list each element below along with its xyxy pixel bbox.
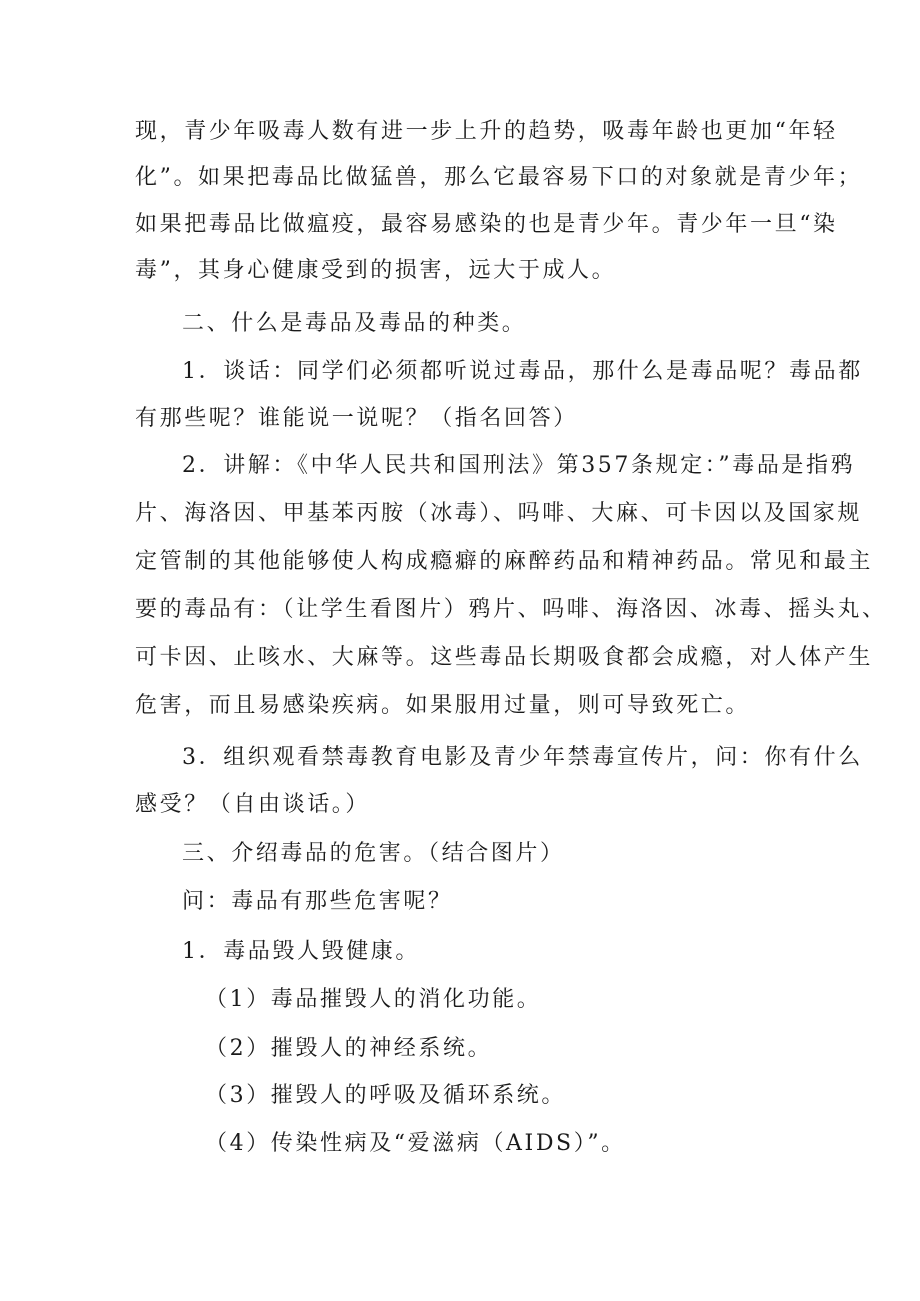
paragraph-line: 3．组织观看禁毒教育电影及青少年禁毒宣传片，问：你有什么 (182, 745, 863, 770)
list-item: （3）摧毁人的呼吸及循环系统。 (205, 1083, 566, 1108)
paragraph-line: 感受？（自由谈话。） (135, 792, 371, 817)
paragraph-line: 化”。如果把毒品比做猛兽，那么它最容易下口的对象就是青少年； (135, 165, 863, 190)
paragraph-line: 现，青少年吸毒人数有进一步上升的趋势，吸毒年龄也更加“年轻 (135, 119, 838, 144)
list-item: 1．毒品毁人毁健康。 (182, 939, 420, 964)
paragraph-line: 片、海洛因、甲基苯丙胺（冰毒）、吗啡、大麻、可卡因以及国家规 (135, 501, 863, 526)
paragraph-line: 如果把毒品比做瘟疫，最容易感染的也是青少年。青少年一旦“染 (135, 212, 838, 237)
paragraph-line: 要的毒品有：（让学生看图片）鸦片、吗啡、海洛因、冰毒、摇头丸、 (135, 597, 887, 622)
list-item: （2）摧毁人的神经系统。 (205, 1036, 493, 1061)
list-item: （4）传染性病及“爱滋病（AIDS）”。 (205, 1131, 626, 1156)
paragraph-line: 定管制的其他能够使人构成瘾癖的麻醉药品和精神药品。常见和最主 (135, 549, 874, 574)
section-heading: 三、介绍毒品的危害。（结合图片） (182, 841, 565, 866)
paragraph-line: 毒”，其身心健康受到的损害，远大于成人。 (135, 258, 617, 283)
paragraph-line: 危害，而且易感染疾病。如果服用过量，则可导致死亡。 (135, 693, 751, 718)
paragraph-line: 可卡因、止咳水、大麻等。这些毒品长期吸食都会成瘾，对人体产生 (135, 645, 874, 670)
section-heading: 二、什么是毒品及毒品的种类。 (182, 311, 527, 336)
paragraph-line: 1．谈话：同学们必须都听说过毒品，那什么是毒品呢？毒品都 (182, 359, 863, 384)
list-item: （1）毒品摧毁人的消化功能。 (205, 987, 542, 1012)
paragraph-line: 问：毒品有那些危害呢？ (182, 889, 453, 914)
paragraph-line: 2．讲解：《中华人民共和国刑法》第357条规定：”毒品是指鸦 (182, 453, 856, 478)
paragraph-line: 有那些呢？谁能说一说呢？（指名回答） (135, 406, 578, 431)
